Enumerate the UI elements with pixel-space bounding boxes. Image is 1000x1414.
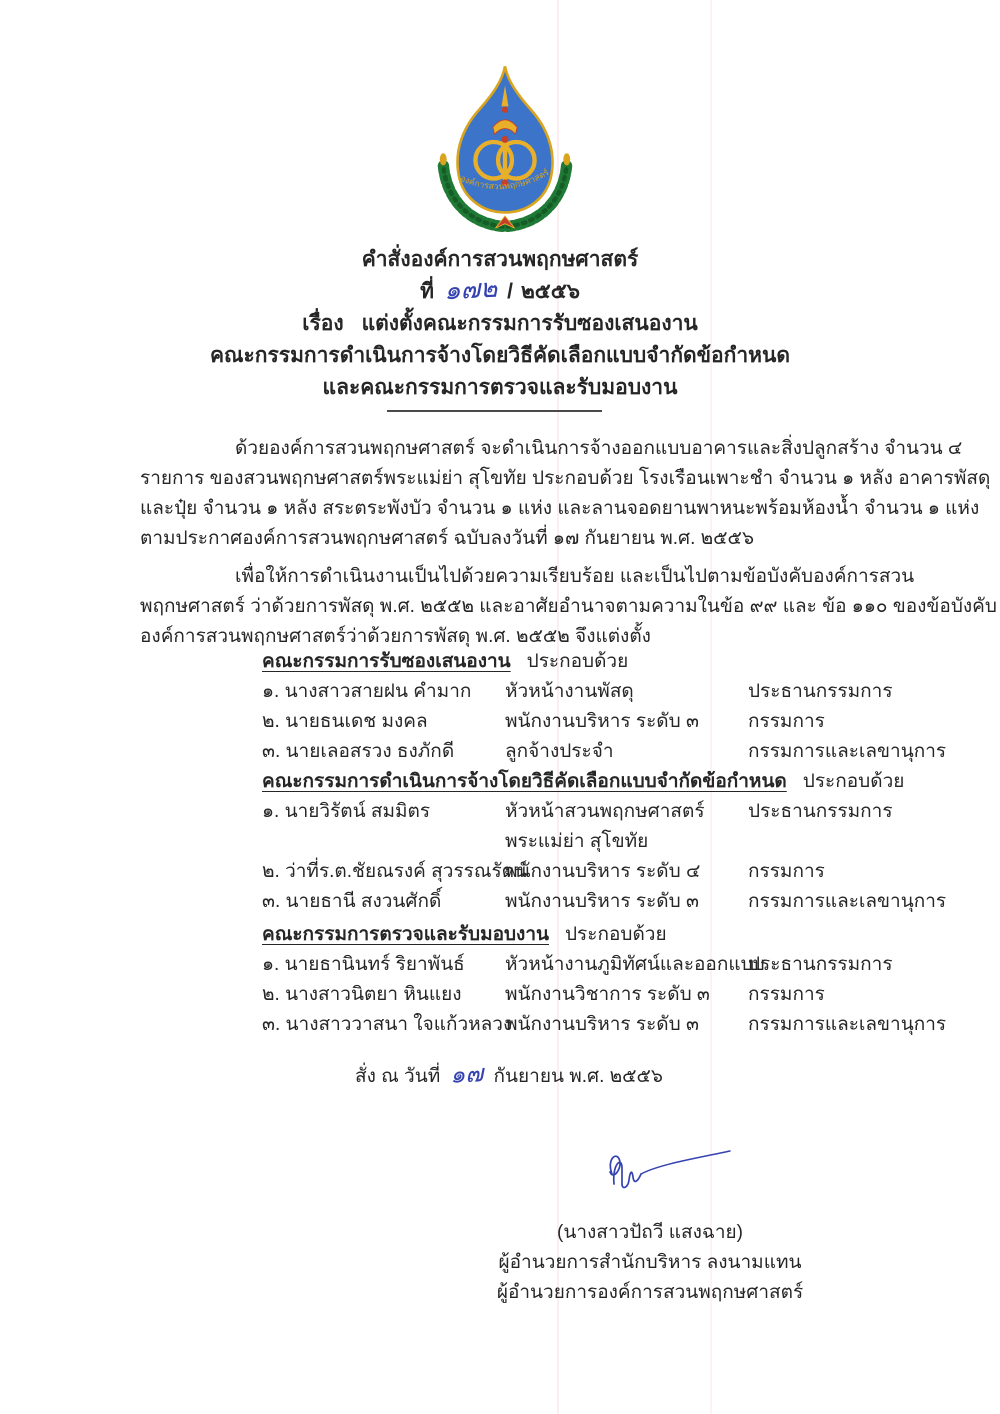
subject-line-2: คณะกรรมการดำเนินการจ้างโดยวิธีคัดเลือกแบบจำกัดข้อกำหนด	[209, 344, 790, 367]
title-block	[0, 244, 1000, 404]
committee-member-row-cont: พระแม่ย่า สุโขทัย	[505, 831, 649, 852]
committee-member-row: ๑. นางสาวสายฝน คำมาก หัวหน้างานพัสดุ ประธานกรรมการ	[262, 681, 893, 702]
title-divider	[387, 410, 602, 412]
signature-ink	[598, 1136, 748, 1200]
signer-name: (นางสาวปัถวี แสงฉาย)	[557, 1222, 743, 1243]
signer-block	[400, 1218, 900, 1308]
org-seal-logo	[418, 54, 592, 250]
committee-bid-receiving: คณะกรรมการรับซองเสนองาน ประกอบด้วย ๑. นางสาวสายฝน คำมาก หัวหน้างานพัสดุ ประธานกรรมการ ๒. นายธนเดช มงคล พนักงานบริหาร ระดับ ๓ กรรมการ ๓. นายเลอสรวง ธงภักดี ลูกจ้างประจำ กรรมการและเลขานุการ	[262, 647, 972, 767]
committee-member-row: ๒. นางสาวนิตยา หินแยง พนักงานวิชาการ ระดับ ๓ กรรมการ	[262, 984, 825, 1005]
committee-member-row: ๑. นายวิรัตน์ สมมิตร หัวหน้าสวนพฤกษศาสตร์ ประธานกรรมการ	[262, 801, 893, 822]
seal-arc-text: องค์การสวนพฤกษศาสตร์	[458, 167, 551, 192]
committee-heading: คณะกรรมการรับซองเสนองาน	[262, 651, 511, 672]
committee-heading: คณะกรรมการตรวจและรับมอบงาน	[262, 924, 549, 945]
signer-title-1: ผู้อำนวยการสำนักบริหาร ลงนามแทน	[498, 1252, 802, 1273]
committee-heading: คณะกรรมการดำเนินการจ้างโดยวิธีคัดเลือกแบบจำกัดข้อกำหนด	[262, 771, 787, 792]
committee-member-row: ๓. นายเลอสรวง ธงภักดี ลูกจ้างประจำ กรรมการและเลขานุการ	[262, 741, 947, 762]
committee-selection-procurement: คณะกรรมการดำเนินการจ้างโดยวิธีคัดเลือกแบบจำกัดข้อกำหนด ประกอบด้วย ๑. นายวิรัตน์ สมมิตร หัวหน้าสวนพฤกษศาสตร์ ประธานกรรมการ พระแม่ย่า สุโขทัย ๒. ว่าที่ร.ต.ชัยณรงค์ สุวรรณรัตน์ พนักงานบริหาร ระดับ ๔ กรรมการ ๓. นายธานี สงวนศักดิ์ พนักงานบริหาร ระดับ ๓ กรรมการและเลขานุการ	[262, 767, 972, 917]
committee-member-row: ๓. นางสาววาสนา ใจแก้วหลวง พนักงานบริหาร ระดับ ๓ กรรมการและเลขานุการ	[262, 1014, 947, 1035]
handwritten-issued-day: ๑๗	[449, 1060, 485, 1089]
committee-member-row: ๒. ว่าที่ร.ต.ชัยณรงค์ สุวรรณรัตน์ พนักงานบริหาร ระดับ ๔ กรรมการ	[262, 861, 825, 882]
handwritten-order-number: ๑๗๒	[443, 272, 498, 306]
committee-inspection-acceptance: คณะกรรมการตรวจและรับมอบงาน ประกอบด้วย ๑. นายธานินทร์ ริยาพันธ์ หัวหน้างานภูมิทัศน์และออกแบบ ประธานกรรมการ ๒. นางสาวนิตยา หินแยง พนักงานวิชาการ ระดับ ๓ กรรมการ ๓. นางสาววาสนา ใจแก้วหลวง พนักงานบริหาร ระดับ ๓ กรรมการและเลขานุการ	[262, 920, 972, 1040]
issued-date-line: สั่ง ณ วันที่ ๑๗ กันยายน พ.ศ. ๒๕๕๖	[355, 1060, 663, 1089]
paragraph-2: เพื่อให้การดำเนินงานเป็นไปด้วยความเรียบร้อย และเป็นไปตามข้อบังคับองค์การสวน พฤกษศาสตร์ ว่าด้วยการพัสดุ พ.ศ. ๒๕๕๒ และอาศัยอำนาจตามความในข้อ ๙๙ และ ข้อ ๑๑๐ ของข้อบังคับ องค์การสวนพฤกษศาสตร์ว่าด้วยการพัสดุ พ.ศ. ๒๕๕๒ จึงแต่งตั้ง	[140, 566, 997, 647]
paragraph-1: ด้วยองค์การสวนพฤกษศาสตร์ จะดำเนินการจ้างออกแบบอาคารและสิ่งปลูกสร้าง จำนวน ๔ รายการ ของสวนพฤกษศาสตร์พระแม่ย่า สุโขทัย ประกอบด้วย โรงเรือนเพาะชำ จำนวน ๑ หลัง อาคารพัสดุ และปุ๋ย จำนวน ๑ หลัง สระตระพังบัว จำนวน ๑ แห่ง และลานจอดยานพาหนะพร้อมห้องน้ำ จำนวน ๑ แห่ง ตามประกาศองค์การสวนพฤกษศาสตร์ ฉบับลงวันที่ ๑๗ กันยายน พ.ศ. ๒๕๕๖	[140, 438, 991, 549]
committee-member-row: ๓. นายธานี สงวนศักดิ์ พนักงานบริหาร ระดับ ๓ กรรมการและเลขานุการ	[262, 891, 947, 912]
signer-title-2: ผู้อำนวยการองค์การสวนพฤกษศาสตร์	[496, 1282, 804, 1303]
subject-line-3: และคณะกรรมการตรวจและรับมอบงาน	[322, 376, 678, 399]
committee-member-row: ๒. นายธนเดช มงคล พนักงานบริหาร ระดับ ๓ กรรมการ	[262, 711, 825, 732]
document-title: คำสั่งองค์การสวนพฤกษศาสตร์	[361, 248, 639, 271]
subject-line: เรื่อง แต่งตั้งคณะกรรมการรับซองเสนองาน	[302, 312, 698, 335]
order-number-line: ที่ ๑๗๒ / ๒๕๕๖	[420, 272, 580, 306]
committee-member-row: ๑. นายธานินทร์ ริยาพันธ์ หัวหน้างานภูมิทัศน์และออกแบบ ประธานกรรมการ	[262, 954, 893, 975]
